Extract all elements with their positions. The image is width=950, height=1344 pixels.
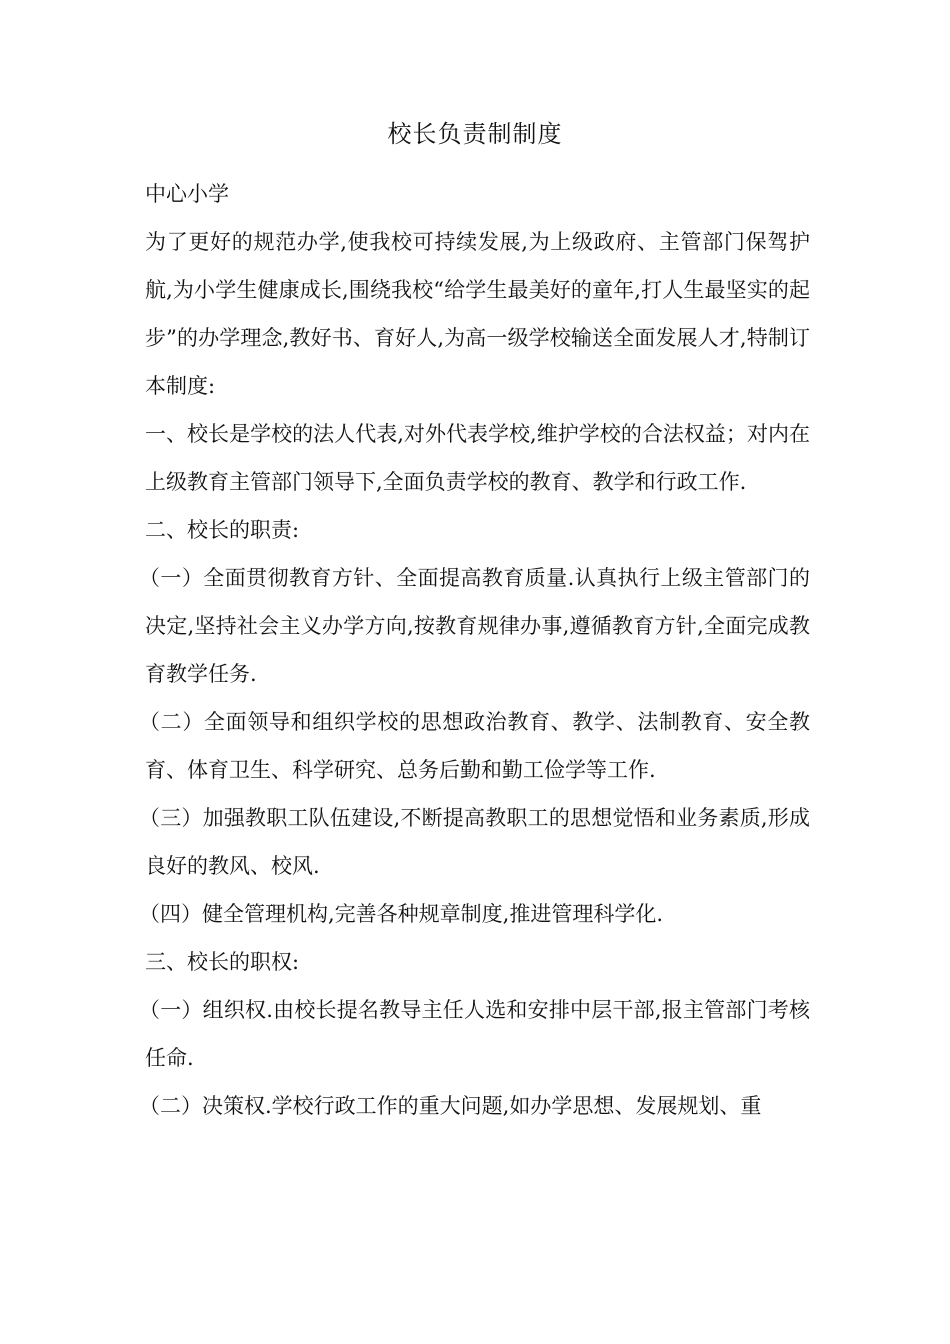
power-item-2: （二）决策权.学校行政工作的重大问题,如办学思想、发展规划、重 <box>139 1094 762 1118</box>
duty-item-2: （二）全面领导和组织学校的思想政治教育、教学、法制教育、安全教育、体育卫生、科学研究、总务后勤和勤工俭学等工作. <box>139 710 810 782</box>
document-title: 校长负责制制度 <box>387 120 563 148</box>
power-item-1: （一）组织权.由校长提名教导主任人选和安排中层干部,报主管部门考核任命. <box>139 998 810 1070</box>
intro-paragraph: 为了更好的规范办学,使我校可持续发展,为上级政府、主管部门保驾护航,为小学生健康成长,围绕我校“给学生最美好的童年,打人生最坚实的起步”的办学理念,教好书、育好人,为高一级学校输送全面发展人才,特制订本制度: <box>145 230 810 398</box>
section-three-heading: 三、校长的职权: <box>145 950 300 974</box>
section-two-heading: 二、校长的职责: <box>145 518 300 542</box>
section-one-paragraph: 一、校长是学校的法人代表,对外代表学校,维护学校的合法权益；对内在上级教育主管部门领导下,全面负责学校的教育、教学和行政工作. <box>145 422 810 494</box>
document-body <box>139 170 810 1130</box>
duty-item-4: （四）健全管理机构,完善各种规章制度,推进管理科学化. <box>139 902 664 926</box>
school-name: 中心小学 <box>145 182 229 206</box>
duty-item-1: （一）全面贯彻教育方针、全面提高教育质量.认真执行上级主管部门的决定,坚持社会主义办学方向,按教育规律办事,遵循教育方针,全面完成教育教学任务. <box>139 566 810 686</box>
duty-item-3: （三）加强教职工队伍建设,不断提高教职工的思想觉悟和业务素质,形成良好的教风、校风. <box>139 806 810 878</box>
